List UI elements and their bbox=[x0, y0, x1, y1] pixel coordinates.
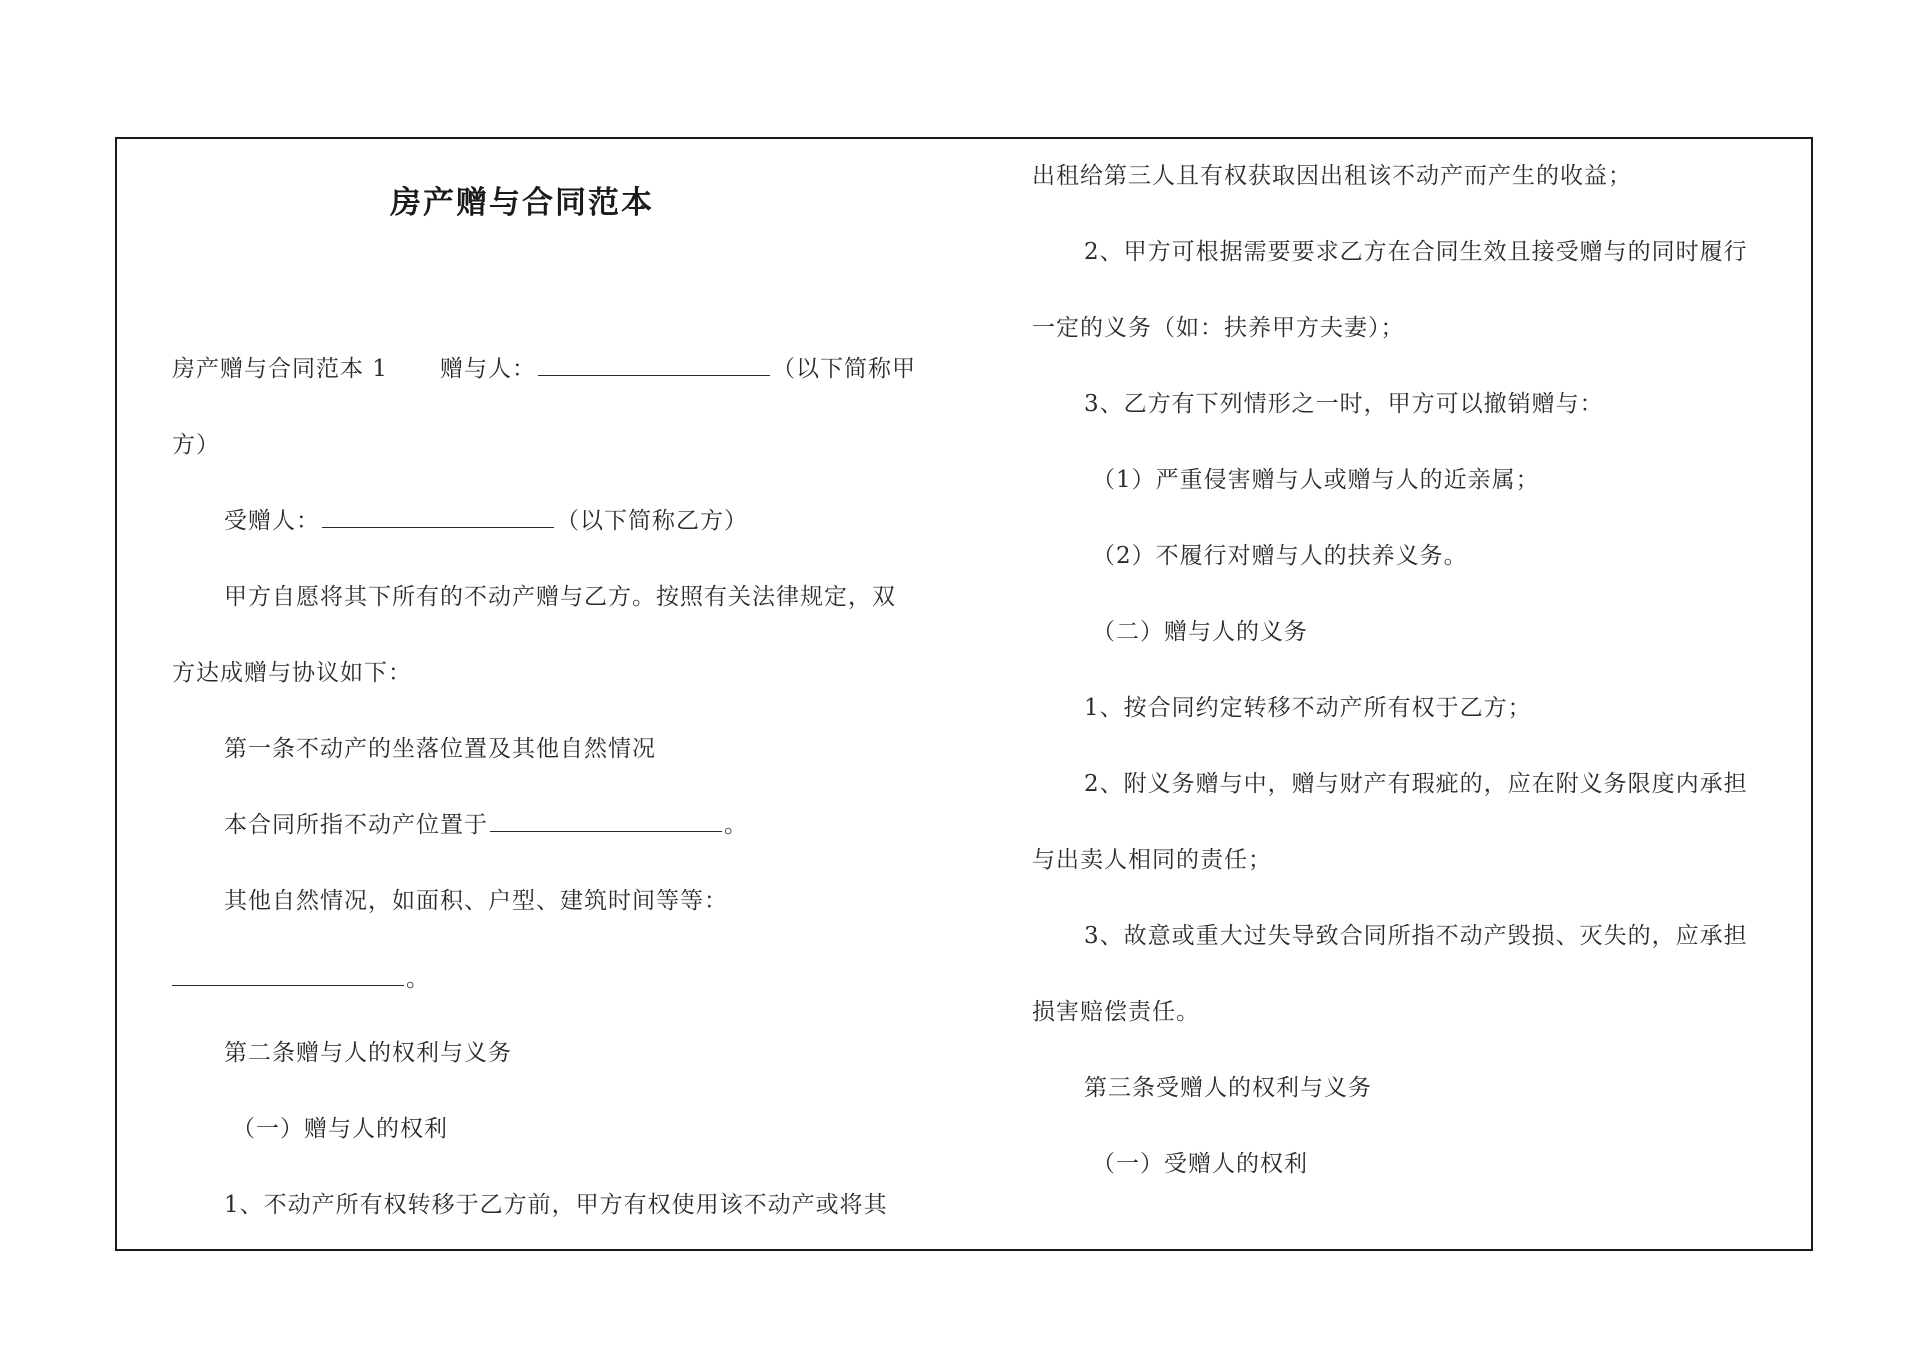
donor-duties-heading: （二）赠与人的义务 bbox=[1092, 619, 1308, 645]
right3-item2: （2）不履行对赠与人的扶养义务。 bbox=[1092, 543, 1468, 569]
article2-heading: 第二条赠与人的权利与义务 bbox=[224, 1040, 512, 1066]
donor-blank bbox=[538, 357, 770, 376]
donor-continuation: 方） bbox=[172, 432, 220, 458]
recipient-suffix: （以下简称乙方） bbox=[556, 508, 748, 534]
document-page bbox=[115, 137, 1813, 1251]
right1-line2: 出租给第三人且有权获取因出租该不动产而产生的收益； bbox=[1032, 163, 1632, 189]
document-title: 房产赠与合同范本 bbox=[390, 185, 654, 221]
right2-line2: 一定的义务（如：扶养甲方夫妻）； bbox=[1032, 315, 1405, 341]
location-blank bbox=[490, 813, 722, 832]
recipient-label: 受赠人： bbox=[224, 508, 320, 534]
duty3-line1: 3、故意或重大过失导致合同所指不动产毁损、灭失的，应承担 bbox=[1084, 923, 1748, 949]
article3-heading: 第三条受赠人的权利与义务 bbox=[1084, 1075, 1372, 1101]
location-end: 。 bbox=[724, 812, 748, 838]
paragraph-location bbox=[172, 810, 748, 840]
intro-line-2: 方达成赠与协议如下： bbox=[172, 660, 412, 686]
duty3-line2: 损害赔偿责任。 bbox=[1032, 999, 1200, 1025]
article1-heading: 第一条不动产的坐落位置及其他自然情况 bbox=[224, 736, 656, 762]
right3-item1: （1）严重侵害赠与人或赠与人的近亲属； bbox=[1092, 467, 1540, 493]
paragraph-other-info-blank bbox=[172, 964, 430, 994]
other-info-end: 。 bbox=[406, 966, 430, 992]
recipient-blank bbox=[322, 509, 554, 528]
duty1: 1、按合同约定转移不动产所有权于乙方； bbox=[1084, 695, 1532, 721]
intro-line-1: 甲方自愿将其下所有的不动产赠与乙方。按照有关法律规定，双 bbox=[224, 584, 896, 610]
other-info-blank bbox=[172, 967, 404, 986]
duty2-line2: 与出卖人相同的责任； bbox=[1032, 847, 1272, 873]
donor-suffix: （以下简称甲 bbox=[771, 356, 916, 382]
right1-line1: 1、不动产所有权转移于乙方前，甲方有权使用该不动产或将其 bbox=[224, 1192, 888, 1218]
right3: 3、乙方有下列情形之一时，甲方可以撤销赠与： bbox=[1084, 391, 1604, 417]
other-info: 其他自然情况，如面积、户型、建筑时间等等： bbox=[224, 888, 728, 914]
contract-label: 房产赠与合同范本 1 bbox=[172, 356, 388, 382]
paragraph-donor bbox=[172, 354, 916, 384]
location-label: 本合同所指不动产位置于 bbox=[224, 812, 488, 838]
duty2-line1: 2、附义务赠与中，赠与财产有瑕疵的，应在附义务限度内承担 bbox=[1084, 771, 1748, 797]
paragraph-recipient bbox=[172, 506, 748, 536]
recipient-rights-heading: （一）受赠人的权利 bbox=[1092, 1151, 1308, 1177]
right2-line1: 2、甲方可根据需要要求乙方在合同生效且接受赠与的同时履行 bbox=[1084, 239, 1748, 265]
donor-label: 赠与人： bbox=[439, 356, 536, 382]
donor-rights-heading: （一）赠与人的权利 bbox=[232, 1116, 448, 1142]
